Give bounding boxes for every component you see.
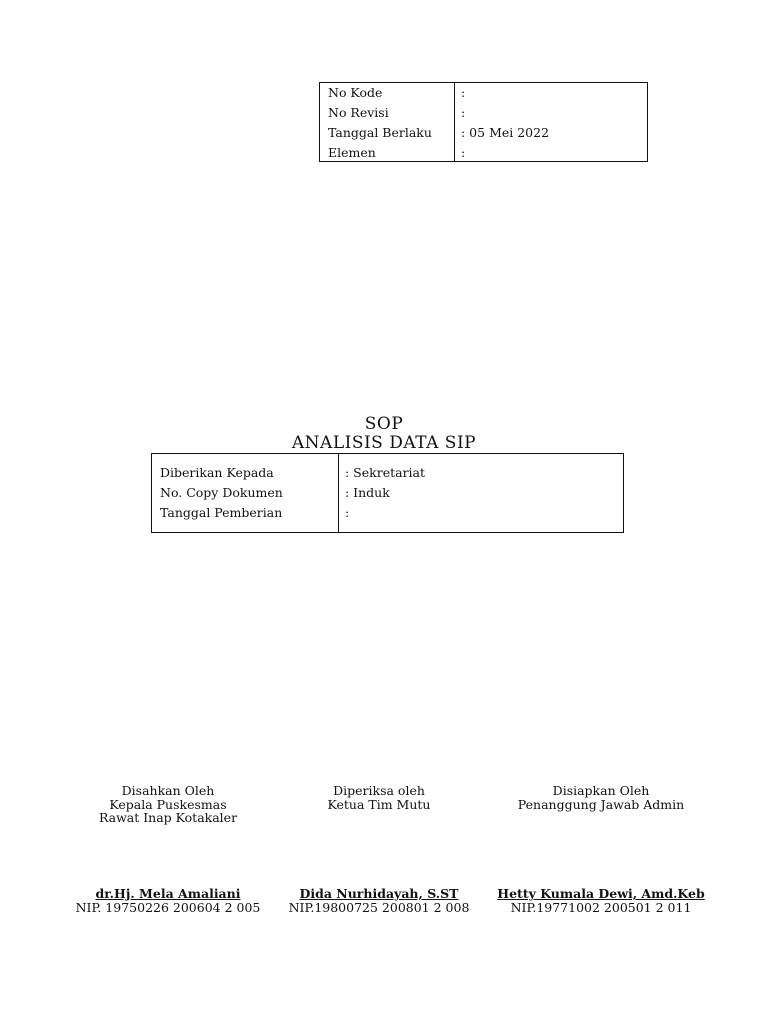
label-no-kode: No Kode: [328, 85, 383, 100]
label-no-revisi: No Revisi: [328, 105, 389, 120]
signatory-name: Hetty Kumala Dewi, Amd.Keb: [497, 886, 705, 901]
label-no-copy-dokumen: No. Copy Dokumen: [160, 485, 283, 500]
distribution-table: [151, 453, 624, 533]
label-tanggal-pemberian: Tanggal Pemberian: [160, 505, 283, 520]
signatory-name: dr.Hj. Mela Amaliani: [95, 886, 241, 901]
value-tanggal-pemberian: :: [345, 505, 350, 520]
signature-role-prepared: [488, 784, 714, 811]
signature-role-line: Ketua Tim Mutu: [327, 796, 431, 812]
document-title: ANALISIS DATA SIP: [291, 433, 477, 453]
signature-role-line: Diperiksa oleh: [333, 783, 425, 798]
signature-role-line: Rawat Inap Kotakaler: [98, 810, 238, 825]
document-control-values: [455, 83, 647, 161]
signature-block-reviewed: [279, 784, 479, 914]
document-type-title: SOP: [364, 414, 404, 434]
label-tanggal-berlaku: Tanggal Berlaku: [328, 125, 432, 140]
value-no-kode: :: [461, 85, 466, 100]
signature-block-prepared: [488, 784, 714, 914]
signature-role-reviewed: [279, 784, 479, 811]
signatory-prepared: [488, 887, 714, 914]
signatory-nip: NIP.19771002 200501 2 011: [510, 899, 692, 915]
signature-role-line: Disiapkan Oleh: [552, 783, 650, 798]
signatory-nip: NIP. 19750226 200604 2 005: [75, 899, 261, 915]
signatory-name: Dida Nurhidayah, S.ST: [299, 886, 459, 901]
document-control-labels: [320, 83, 455, 161]
label-elemen: Elemen: [328, 145, 376, 160]
document-control-table: [319, 82, 648, 162]
value-no-revisi: :: [461, 105, 466, 120]
value-elemen: :: [461, 145, 466, 160]
signature-role-line: Disahkan Oleh: [121, 783, 215, 798]
distribution-labels: [152, 454, 339, 532]
signatory-approved: [58, 887, 278, 914]
value-tanggal-berlaku: : 05 Mei 2022: [461, 125, 550, 140]
value-no-copy-dokumen: : Induk: [345, 485, 390, 500]
signatory-reviewed: [279, 887, 479, 914]
label-diberikan-kepada: Diberikan Kepada: [160, 465, 274, 480]
distribution-values: [339, 454, 623, 532]
value-diberikan-kepada: : Sekretariat: [345, 465, 426, 480]
signature-block-approved: [58, 784, 278, 914]
signatory-nip: NIP.19800725 200801 2 008: [288, 899, 470, 915]
signature-role-approved: [58, 784, 278, 825]
signature-role-line: Penanggung Jawab Admin: [517, 796, 685, 812]
signature-role-line: Kepala Puskesmas: [109, 796, 227, 812]
